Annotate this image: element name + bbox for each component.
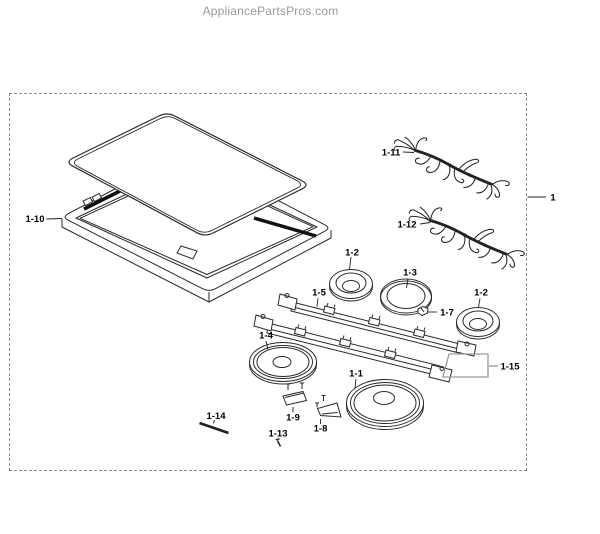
radiant-element-small-right: [457, 308, 500, 340]
part-label-1-3: 1-3: [403, 267, 417, 279]
part-label-1-12: 1-12: [397, 219, 417, 231]
part-label-1-1: 1-1: [349, 368, 363, 380]
part-label-1-5: 1-5: [312, 287, 326, 299]
element-support-rail-upper: [278, 294, 476, 357]
part-label-1-2a: 1-2: [345, 247, 359, 259]
part-label-1-14: 1-14: [206, 411, 226, 422]
bracket-1-8: [315, 396, 341, 418]
site-header-text: AppliancePartsPros.com: [202, 4, 339, 18]
part-label-1-10: 1-10: [25, 214, 45, 225]
clip-1-7: [418, 307, 428, 316]
rod-1-14: [200, 423, 229, 433]
part-label-1-8: 1-8: [313, 423, 328, 435]
part-label-1-9: 1-9: [286, 412, 300, 424]
wire-harness-1-12: [409, 207, 524, 269]
glass-cooktop-panel: [69, 114, 306, 235]
wire-harness-1-11: [394, 137, 509, 199]
radiant-element-large-1-1: [347, 380, 424, 430]
part-label-1-11: 1-11: [381, 147, 401, 159]
part-label-1: 1: [550, 192, 556, 204]
part-label-1-2b: 1-2: [474, 287, 488, 299]
radiant-element-medium-1-4: [250, 343, 317, 385]
part-label-1-13: 1-13: [268, 428, 288, 440]
part-label-1-4: 1-4: [259, 330, 273, 342]
bracket-1-9: [283, 383, 307, 405]
screw-1-13: [276, 439, 281, 447]
part-label-1-7: 1-7: [440, 307, 454, 319]
radiant-element-small-top: [330, 270, 373, 302]
part-label-1-15: 1-15: [500, 361, 520, 373]
